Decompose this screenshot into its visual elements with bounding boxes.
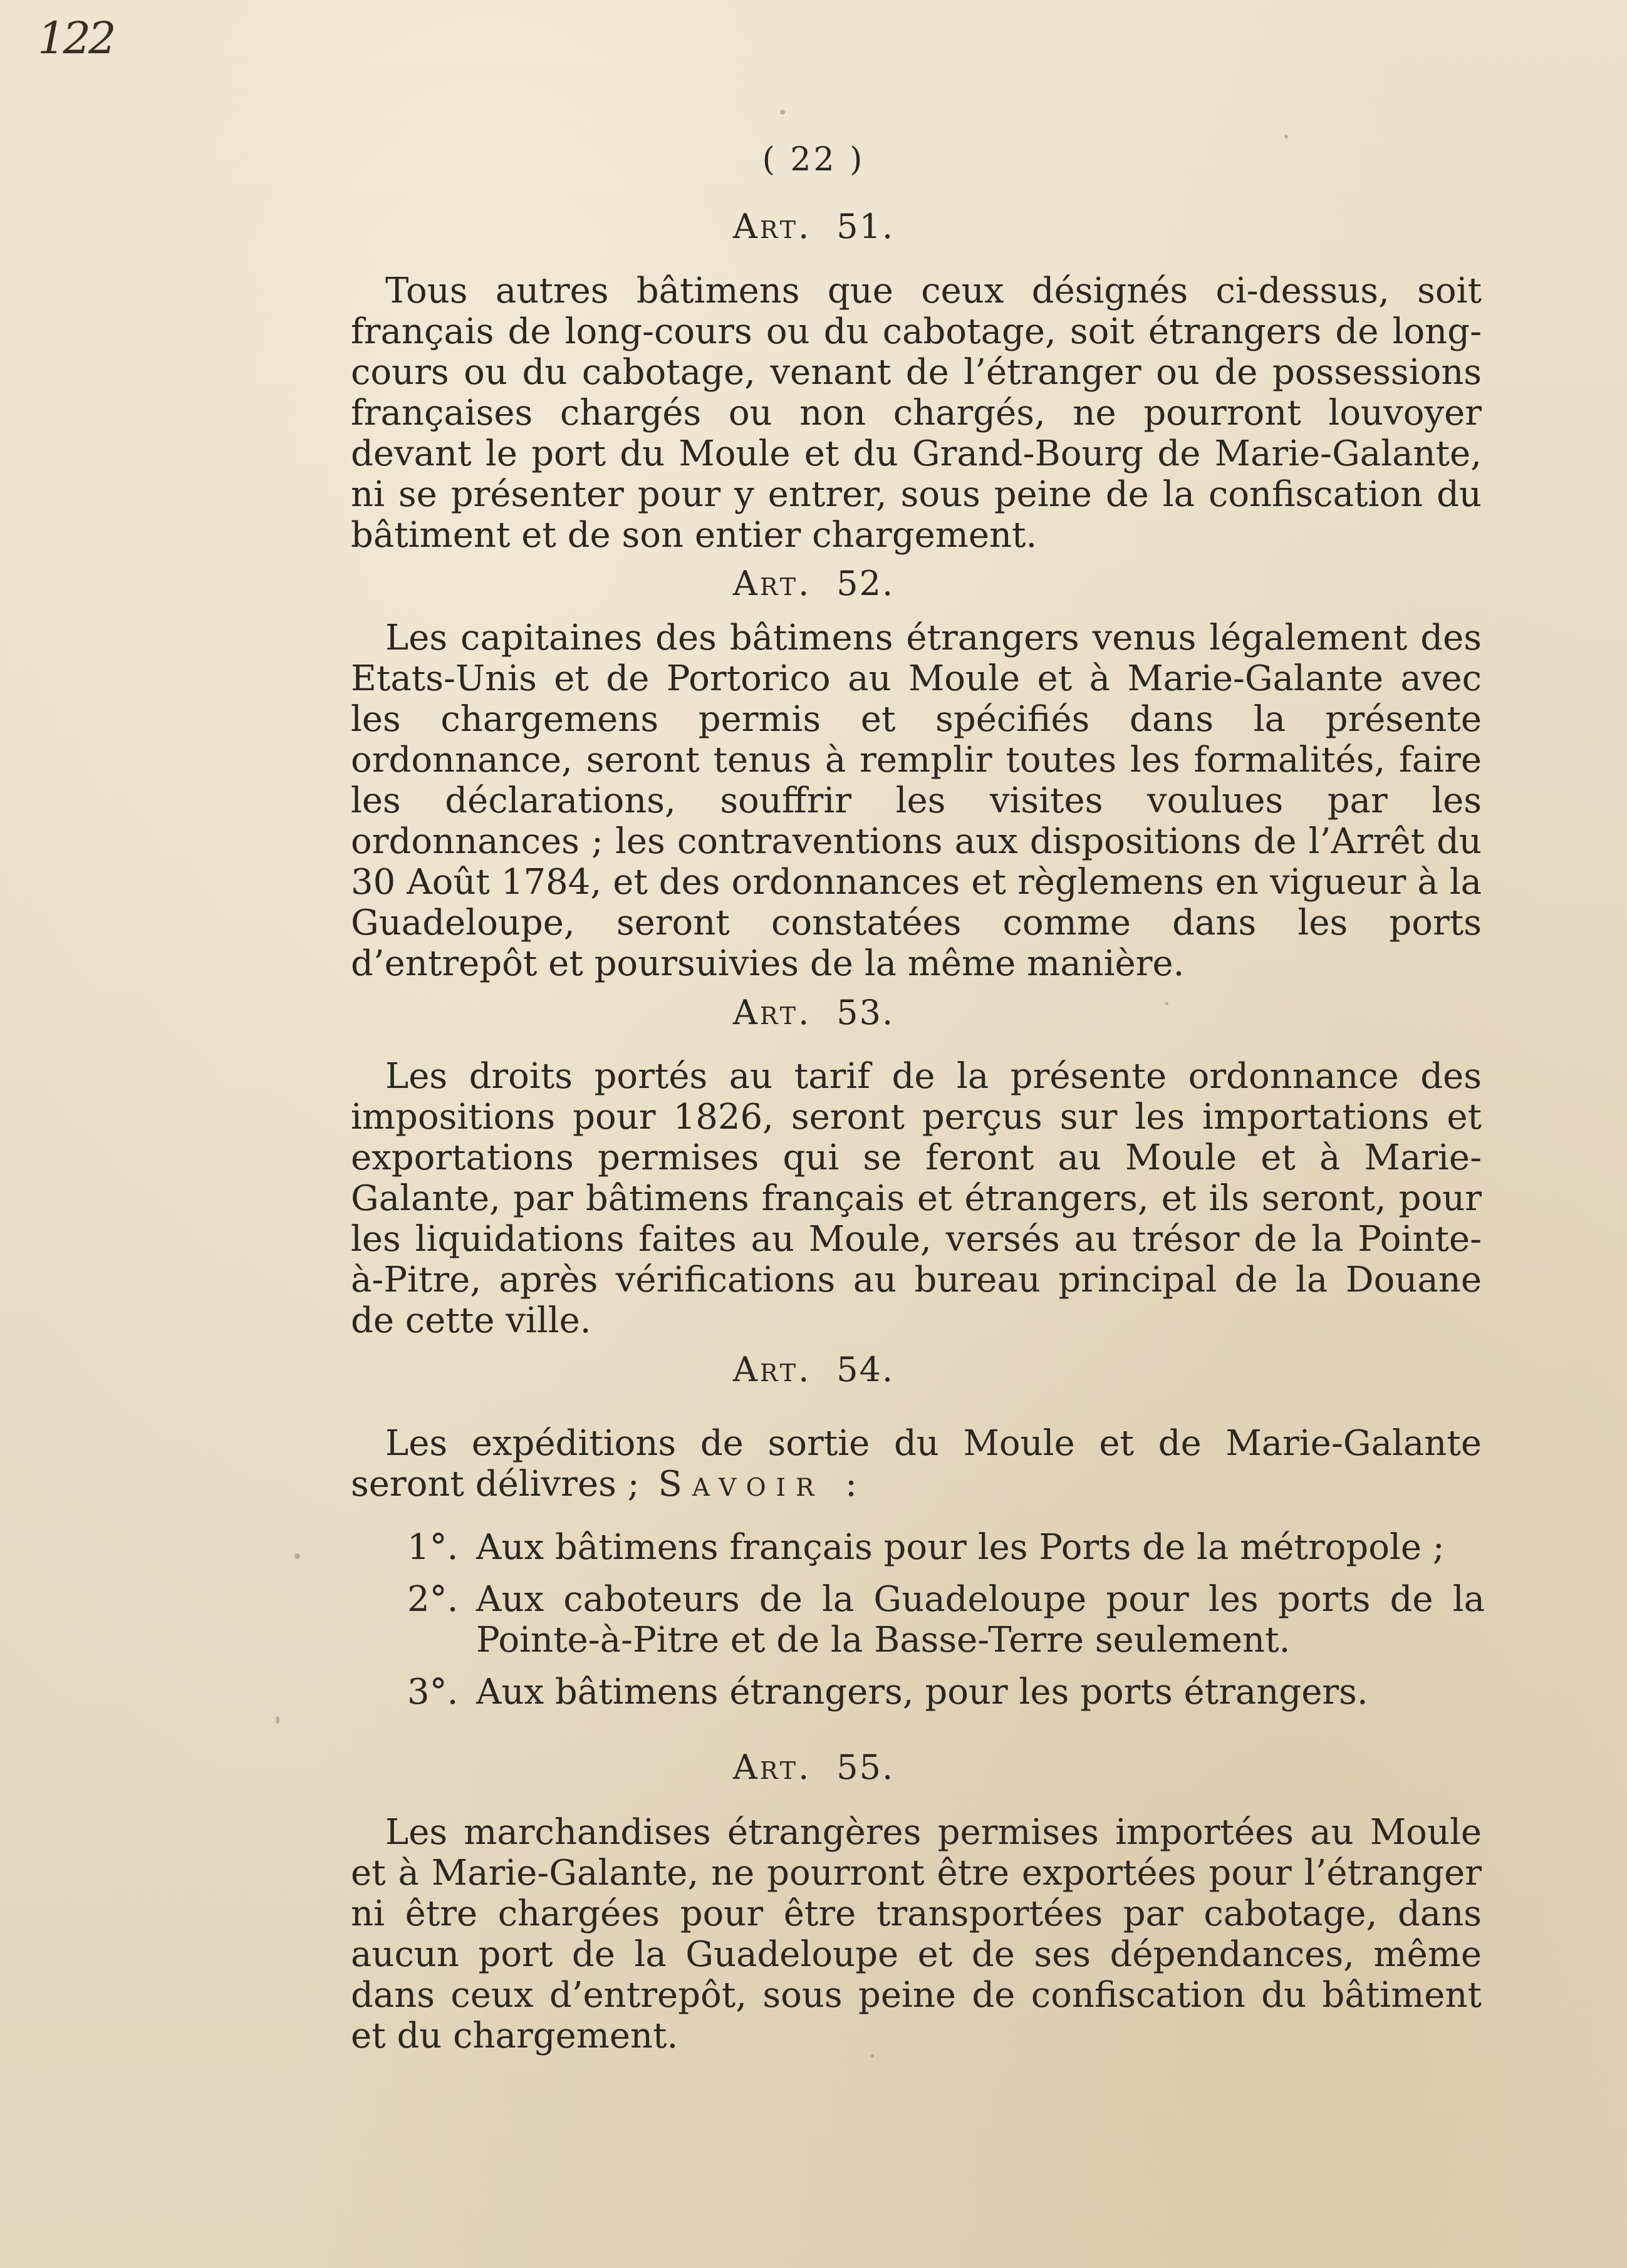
article-label: Art. — [732, 1350, 812, 1389]
article-55-body — [351, 1812, 1482, 2056]
article-51-body — [351, 271, 1482, 556]
article-54-list — [407, 1527, 1485, 1724]
paper-speck — [294, 1553, 300, 1559]
list-item-number: 3°. — [407, 1672, 459, 1712]
handwritten-folio-mark: 122 — [38, 13, 114, 64]
article-53-body — [351, 1056, 1482, 1341]
article-54-heading — [0, 1350, 1627, 1389]
list-item-text: Aux caboteurs de la Guadeloupe pour les ports de la Pointe-à-Pitre et de la Basse-Terre seulement. — [476, 1579, 1485, 1660]
article-label: Art. — [732, 207, 812, 246]
savoir-label: Savoir : — [658, 1464, 867, 1504]
list-item — [407, 1527, 1485, 1568]
article-number: 54. — [836, 1350, 895, 1389]
article-paragraph: Les capitaines des bâtimens étrangers venus légalement des Etats-Unis et de Portorico au Moule et à Marie-Galante avec les chargemens permis et spécifiés dans la présente ordonnance, seront tenus à remplir toutes les formalités, faire les déclarations, souffrir les visites voulues par les ordonnances ; les contraventions aux dispositions de l’Arrêt du 30 Août 1784, et des ordonnances et règlemens en vigueur à la Guadeloupe, seront constatées comme dans les ports d’entrepôt et poursuivies de la même manière. — [351, 618, 1482, 984]
article-intro-text: Les expéditions de sortie du Moule et de Marie-Galante seront délivres ; — [351, 1423, 1482, 1504]
article-label: Art. — [732, 564, 812, 603]
list-item-number: 1°. — [407, 1527, 459, 1568]
article-paragraph: Tous autres bâtimens que ceux désignés ci-dessus, soit français de long-cours ou du cabotage, soit étrangers de long-cours ou du cabotage, venant de l’étranger ou de possessions françaises chargés ou non chargés, ne pourront louvoyer devant le port du Moule et du Grand-Bourg de Marie-Galante, ni se présenter pour y entrer, sous peine de la confiscation du bâtiment et de son entier chargement. — [351, 271, 1482, 556]
article-label: Art. — [732, 993, 812, 1032]
list-item — [407, 1579, 1485, 1660]
list-item-text: Aux bâtimens français pour les Ports de la métropole ; — [476, 1527, 1445, 1568]
article-52-heading — [0, 564, 1627, 603]
paper-speck — [871, 2054, 874, 2058]
paper-speck — [1284, 135, 1288, 138]
page-number: ( 22 ) — [762, 141, 865, 179]
article-52-body — [351, 618, 1482, 984]
article-intro — [351, 1423, 1482, 1504]
article-paragraph: Les droits portés au tarif de la présente ordonnance des impositions pour 1826, seront perçus sur les importations et exportations permises qui se feront au Moule et à Marie-Galante, par bâtimens français et étrangers, et ils seront, pour les liquidations faites au Moule, versés au trésor de la Pointe-à-Pitre, après vérifications au bureau principal de la Douane de cette ville. — [351, 1056, 1482, 1341]
article-number: 52. — [836, 564, 895, 603]
list-item-number: 2°. — [407, 1579, 459, 1620]
list-item — [407, 1672, 1485, 1712]
article-number: 51. — [836, 207, 895, 246]
article-paragraph: Les marchandises étrangères permises importées au Moule et à Marie-Galante, ne pourront être exportées pour l’étranger ni être chargées pour être transportées par cabotage, dans aucun port de la Guadeloupe et de ses dépendances, même dans ceux d’entrepôt, sous peine de confiscation du bâtiment et du chargement. — [351, 1812, 1482, 2056]
article-53-heading — [0, 993, 1627, 1032]
list-item-text: Aux bâtimens étrangers, pour les ports étrangers. — [476, 1672, 1368, 1712]
article-label: Art. — [732, 1748, 812, 1787]
article-54-body — [351, 1423, 1482, 1504]
article-number: 53. — [836, 993, 895, 1032]
article-number: 55. — [836, 1748, 895, 1787]
paper-speck — [1165, 1002, 1168, 1005]
article-51-heading — [0, 207, 1627, 246]
article-55-heading — [0, 1748, 1627, 1787]
paper-speck — [276, 1716, 279, 1724]
paper-speck — [780, 110, 785, 115]
